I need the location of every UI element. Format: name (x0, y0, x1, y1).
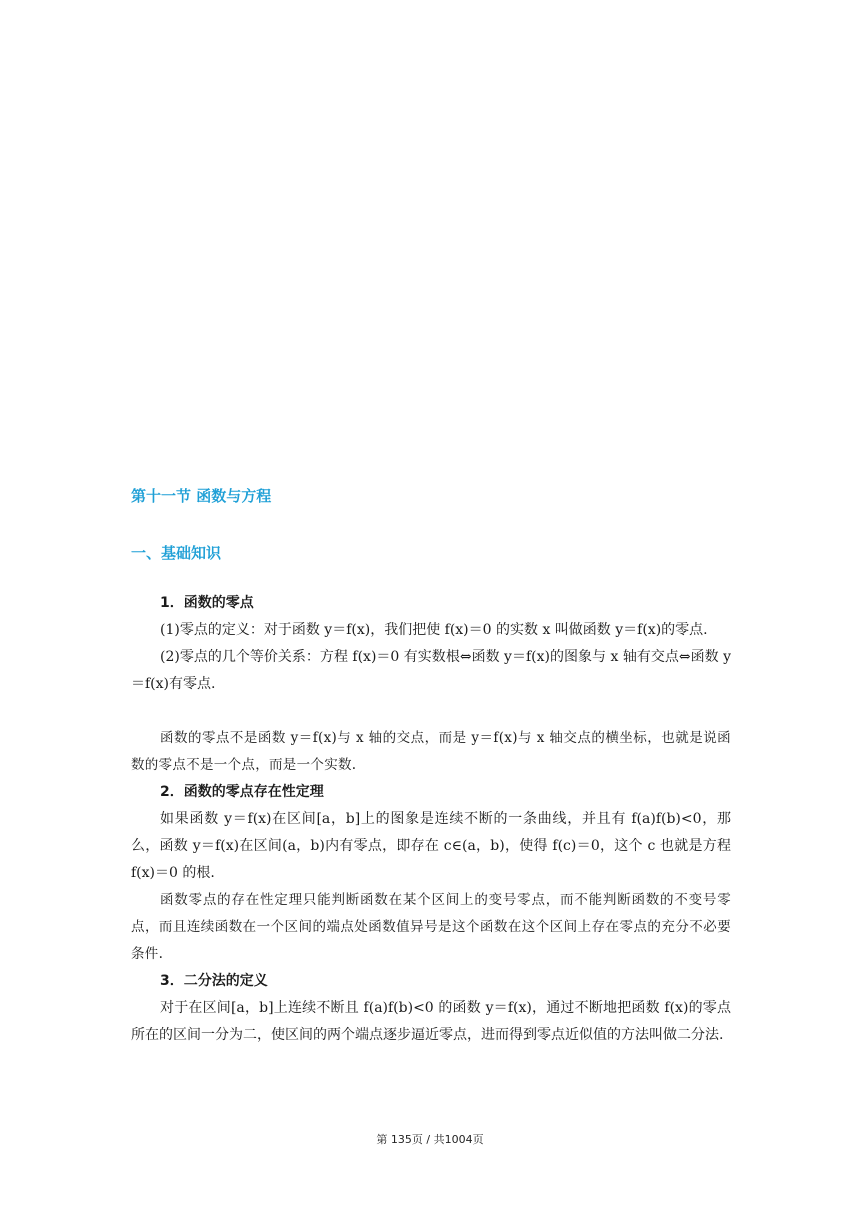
body-paragraph: (2)零点的几个等价关系：方程 f(x)＝0 有实数根⇔函数 y＝f(x)的图象与 x 轴有交点⇔函数 y＝f(x)有零点. (131, 649, 731, 692)
body-paragraph: 如果函数 y＝f(x)在区间[a，b]上的图象是连续不断的一条曲线，并且有 f(a)f(b)<0，那么，函数 y＝f(x)在区间(a，b)内有零点，即存在 c∈(a，b)，使得 f(c)＝0，这个 c 也就是方程 f(x)＝0 的根. (131, 811, 731, 881)
document-body (131, 590, 731, 1049)
note-paragraph: 函数零点的存在性定理只能判断函数在某个区间上的变号零点，而不能判断函数的不变号零点，而且连续函数在一个区间的端点处函数值异号是这个函数在这个区间上存在零点的充分不必要条件. (131, 892, 731, 962)
subsection-heading: 2．函数的零点存在性定理 (160, 784, 324, 800)
subsection-heading: 1．函数的零点 (160, 595, 254, 611)
spacer (131, 698, 731, 725)
section-title: 第十一节 函数与方程 (131, 487, 272, 505)
part-title: 一、基础知识 (131, 544, 222, 562)
page-footer: 第 135页 / 共1004页 (376, 1133, 484, 1146)
note-paragraph: 函数的零点不是函数 y＝f(x)与 x 轴的交点，而是 y＝f(x)与 x 轴交点的横坐标，也就是说函数的零点不是一个点，而是一个实数. (131, 730, 731, 773)
body-paragraph: (1)零点的定义：对于函数 y＝f(x)，我们把使 f(x)＝0 的实数 x 叫做函数 y＝f(x)的零点. (160, 622, 708, 638)
body-paragraph: 对于在区间[a，b]上连续不断且 f(a)f(b)<0 的函数 y＝f(x)，通过不断地把函数 f(x)的零点所在的区间一分为二，使区间的两个端点逐步逼近零点，进而得到零点近似值的方法叫做二分法. (131, 1000, 731, 1043)
subsection-heading: 3．二分法的定义 (160, 973, 268, 989)
